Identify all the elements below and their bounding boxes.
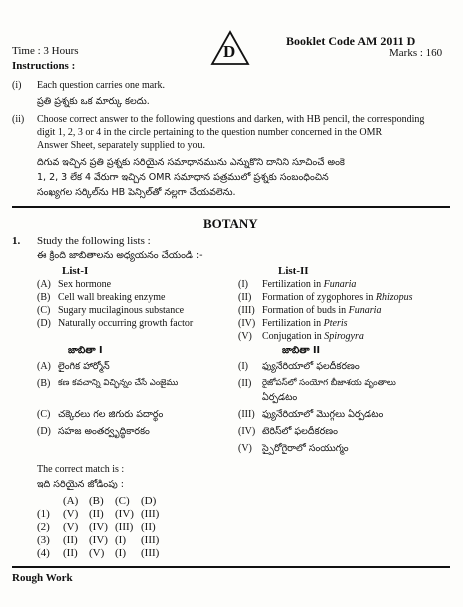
option-number[interactable]: (4)	[37, 547, 50, 559]
list1-te-key: (A)	[37, 361, 51, 372]
option-col-header: (D)	[141, 495, 157, 507]
option-number[interactable]: (3)	[37, 534, 50, 546]
list2-te-item: ఫ్యునేరియాలో మొగ్గలు ఏర్పడటం	[262, 409, 384, 420]
list2-te-key: (V)	[238, 443, 252, 454]
list2-key: (I)	[238, 279, 248, 290]
list2-item: Fertilization in Funaria	[262, 279, 357, 290]
list2-te-item: ఫ్యునేరియాలో ఫలదీకరణం	[262, 361, 360, 372]
list1-key: (B)	[37, 292, 51, 303]
list1-item: Naturally occurring growth factor	[58, 318, 194, 329]
option-cell: (IV)	[89, 521, 108, 533]
option-cell: (I)	[115, 547, 126, 559]
rough-work-label: Rough Work	[12, 572, 73, 584]
list2-item: Fertilization in Pteris	[262, 318, 348, 329]
list1-te-item: లైంగిక హార్మోన్	[58, 361, 110, 372]
option-number[interactable]: (2)	[37, 521, 50, 533]
code-triangle-icon	[210, 30, 250, 66]
instruction-text-te: దిగువ ఇచ్చిన ప్రతి ప్రశ్నకు సరియైన సమాధానమును ఎన్నుకొని దానిని సూచించే అంకె	[37, 157, 345, 168]
list1-key: (C)	[37, 305, 51, 316]
instruction-text-en: Choose correct answer to the following questions and darken, with HB pencil, the corresponding	[37, 114, 425, 125]
option-cell: (III)	[115, 521, 134, 533]
time-label: Time : 3 Hours	[12, 45, 79, 57]
list2-te-key: (I)	[238, 361, 248, 372]
option-cell: (I)	[115, 534, 126, 546]
list1-te-item: కణ కవచాన్ని విచ్ఛిన్నం చేసే ఎంజైము	[58, 378, 179, 388]
option-cell: (IV)	[115, 508, 134, 520]
divider	[12, 566, 450, 568]
match-prompt-en: The correct match is :	[37, 464, 125, 475]
list1-te-item: సహజ అంతర్వృద్ధికారకం	[58, 426, 150, 437]
option-cell: (V)	[89, 547, 105, 559]
list2-title: List-II	[278, 265, 309, 277]
divider	[12, 206, 450, 208]
marks-label: Marks : 160	[389, 47, 443, 59]
instruction-num: (ii)	[12, 114, 25, 125]
instruction-text-en: Each question carries one mark.	[37, 80, 166, 91]
list1-item: Cell wall breaking enzyme	[58, 292, 166, 303]
option-cell: (II)	[63, 547, 78, 559]
question-stem-te: ఈ క్రింది జాబితాలను అధ్యయనం చేయండి :-	[37, 250, 203, 261]
list2-te-item: ఏర్పడటం	[262, 392, 298, 403]
instruction-text-te: 1, 2, 3 లేక 4 వేరుగా ఇచ్చిన OMR సమాధాన పత్రములో ప్రశ్నకు సంబంధించిన	[37, 172, 329, 183]
list2-key: (III)	[238, 305, 255, 316]
list2-te-key: (II)	[238, 378, 252, 389]
instruction-text-te: ప్రతి ప్రశ్నకు ఒక మార్కు కలదు.	[37, 96, 150, 107]
match-prompt-te: ఇది సరియైన జోడింపు :	[37, 479, 124, 490]
list2-key: (V)	[238, 331, 252, 342]
option-cell: (III)	[141, 508, 160, 520]
option-cell: (II)	[89, 508, 104, 520]
option-cell: (IV)	[89, 534, 108, 546]
list1-key: (A)	[37, 279, 51, 290]
option-cell: (III)	[141, 534, 160, 546]
list1-te-key: (C)	[37, 409, 51, 420]
list1-te-key: (B)	[37, 378, 51, 389]
option-cell: (V)	[63, 508, 79, 520]
list1-key: (D)	[37, 318, 51, 329]
instructions-title: Instructions :	[12, 60, 76, 72]
instruction-text-en: Answer Sheet, separately supplied to you.	[37, 140, 206, 151]
section-title: BOTANY	[203, 216, 258, 231]
list2-key: (IV)	[238, 318, 256, 329]
option-cell: (II)	[63, 534, 78, 546]
list2-te-key: (III)	[238, 409, 255, 420]
option-cell: (II)	[141, 521, 156, 533]
list1-te-key: (D)	[37, 426, 51, 437]
list2-te-item: స్పైరోగైరాలో సంయుగ్మం	[262, 443, 349, 454]
list2-item: Formation of buds in Funaria	[262, 305, 382, 316]
list1-item: Sugary mucilaginous substance	[58, 305, 185, 316]
option-col-header: (A)	[63, 495, 79, 507]
option-col-header: (B)	[89, 495, 104, 507]
instruction-text-en: digit 1, 2, 3 or 4 in the circle pertaining to the question number concerned in the OMR	[37, 127, 383, 138]
list2-key: (II)	[238, 292, 252, 303]
option-col-header: (C)	[115, 495, 130, 507]
list2-te-item: టెరిస్‌లో ఫలదీకరణం	[262, 426, 338, 437]
question-number: 1.	[12, 235, 21, 247]
list1-title: List-I	[62, 265, 89, 277]
option-cell: (III)	[141, 547, 160, 559]
list1-te-item: చక్కెరలు గల జిగురు పదార్థం	[58, 409, 164, 420]
option-number[interactable]: (1)	[37, 508, 50, 520]
list1-te-title: జాబితా I	[68, 345, 103, 356]
instruction-num: (i)	[12, 80, 22, 91]
option-cell: (V)	[63, 521, 79, 533]
list2-te-item: రైజోపస్‌లో సంయోగ బీజాశయ వృంతాలు	[262, 378, 396, 388]
options-table	[37, 495, 167, 560]
question-stem-en: Study the following lists :	[37, 235, 151, 247]
list2-te-key: (IV)	[238, 426, 256, 437]
booklet-code: Booklet Code AM 2011 D	[286, 34, 416, 48]
instruction-text-te: సంఖ్యగల సర్కిల్‌ను HB పెన్సిల్‌తో నల్లగా చేయవలెను.	[37, 187, 236, 198]
list2-item: Formation of zygophores in Rhizopus	[262, 292, 413, 303]
code-letter: D	[223, 42, 236, 61]
list2-item: Conjugation in Spirogyra	[262, 331, 364, 342]
list1-item: Sex hormone	[58, 279, 112, 290]
list2-te-title: జాబితా II	[282, 345, 321, 356]
